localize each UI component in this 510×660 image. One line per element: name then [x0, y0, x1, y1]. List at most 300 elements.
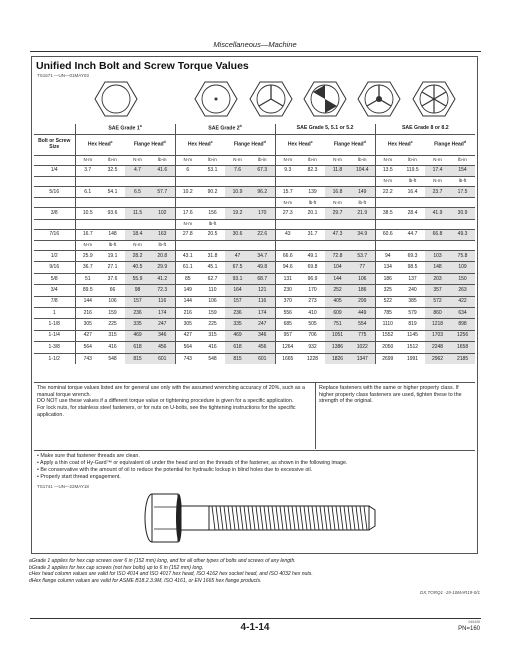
value-cell: 154	[450, 165, 475, 176]
value-cell: 815	[125, 353, 150, 364]
unit-empty	[125, 176, 150, 186]
value-cell: 1658	[450, 342, 475, 353]
grade-header: SAE Grade 8 or 8.2	[375, 124, 475, 134]
value-cell: 49.8	[250, 262, 275, 273]
unit-empty	[350, 219, 375, 229]
value-cell: 17.5	[450, 186, 475, 197]
value-cell: 2699	[375, 353, 400, 364]
value-cell: 66	[100, 285, 125, 296]
value-cell: 159	[200, 308, 225, 319]
value-cell: 139	[300, 186, 325, 197]
unit-empty	[375, 241, 400, 251]
table-row	[34, 342, 475, 353]
value-cell: 230	[275, 285, 300, 296]
value-cell: 49.1	[300, 251, 325, 262]
value-cell: 96.2	[250, 186, 275, 197]
value-cell: 385	[400, 296, 425, 307]
grade-header-row	[34, 124, 475, 134]
value-cell: 55.9	[125, 273, 150, 284]
unit-label: N·m	[175, 219, 200, 229]
value-cell: 7.6	[225, 165, 250, 176]
bullet-list	[34, 450, 475, 481]
size-cell: 3/4	[34, 285, 75, 296]
value-cell: 43.1	[175, 251, 200, 262]
value-cell: 10.5	[75, 208, 100, 219]
unit-empty	[450, 219, 475, 229]
value-cell: 1347	[350, 353, 375, 364]
unit-label: N·m	[375, 155, 400, 165]
value-cell: 315	[100, 330, 125, 341]
unit-label: N·m	[75, 155, 100, 165]
footnote: dHex flange column values are valid for ASME B18.2.3.9M, ISO 4161, or EN 1665 hex flange products.	[29, 577, 262, 584]
value-cell: 20.8	[150, 251, 175, 262]
unit-empty	[275, 219, 300, 229]
unit-label: N·m	[125, 241, 150, 251]
value-cell: 98.5	[400, 262, 425, 273]
value-cell: 69.3	[400, 251, 425, 262]
value-cell: 27.1	[100, 262, 125, 273]
value-cell: 30.6	[225, 229, 250, 240]
value-cell: 69.8	[300, 262, 325, 273]
value-cell: 157	[125, 296, 150, 307]
grade-header: SAE Grade 1$^a$	[75, 124, 175, 134]
value-cell: 110	[200, 285, 225, 296]
note-line: DO NOT use these values if a different torque value or tightening procedure is given for a specific application.	[37, 398, 294, 405]
value-cell: 109	[450, 262, 475, 273]
value-cell: 66.6	[275, 251, 300, 262]
corner-cell	[34, 124, 75, 134]
unit-empty	[250, 176, 275, 186]
value-cell: 186	[350, 285, 375, 296]
value-cell: 601	[250, 353, 275, 364]
value-cell: 579	[400, 308, 425, 319]
value-cell: 89.5	[75, 285, 100, 296]
value-cell: 522	[375, 296, 400, 307]
footer-pn: PN=160	[458, 626, 480, 632]
unit-empty	[250, 241, 275, 251]
value-cell: 346	[250, 330, 275, 341]
unit-empty	[425, 198, 450, 208]
value-cell: 618	[125, 342, 150, 353]
unit-empty	[400, 198, 425, 208]
value-cell: 1110	[375, 319, 400, 330]
value-cell: 47.3	[325, 229, 350, 240]
value-cell: 410	[300, 308, 325, 319]
value-cell: 116	[250, 296, 275, 307]
value-cell: 67.5	[225, 262, 250, 273]
page-title: Unified Inch Bolt and Screw Torque Values	[36, 60, 249, 72]
value-cell: 685	[275, 319, 300, 330]
grade-2-head-icon	[194, 79, 238, 119]
value-cell: 10.2	[175, 186, 200, 197]
title-code: TS1671 —UN—01MAY03	[37, 73, 89, 78]
value-cell: 247	[250, 319, 275, 330]
value-cell: 174	[150, 308, 175, 319]
unit-empty	[125, 219, 150, 229]
oiled-bolt-illustration	[132, 489, 382, 547]
grade-8-head-icon	[412, 79, 456, 119]
value-cell: 157	[225, 296, 250, 307]
unit-empty	[300, 241, 325, 251]
footnote: bGrade 2 applies for hex cap screws (not hex bolts) up to 6 in (152 mm) long.	[29, 564, 204, 571]
value-cell: 53.1	[200, 165, 225, 176]
value-cell: 51	[75, 273, 100, 284]
bullet-item: • Apply a thin coat of Hy-Gard™ or equivalent oil under the head and on the threads of the fastener, as shown in the following image.	[37, 459, 348, 466]
bullet-item: • Properly start thread engagement.	[37, 473, 121, 480]
unit-empty	[225, 198, 250, 208]
value-cell: 94	[375, 251, 400, 262]
unit-label: N·m	[425, 155, 450, 165]
value-cell: 134	[375, 262, 400, 273]
unit-empty	[150, 198, 175, 208]
value-cell: 6.5	[125, 186, 150, 197]
value-cell: 72.3	[150, 285, 175, 296]
value-cell: 572	[425, 296, 450, 307]
notes-divider	[315, 383, 316, 449]
unit-label: lb-in	[350, 155, 375, 165]
value-cell: 548	[100, 353, 125, 364]
unit-empty	[250, 198, 275, 208]
unit-empty	[425, 219, 450, 229]
value-cell: 422	[450, 296, 475, 307]
value-cell: 1703	[425, 330, 450, 341]
value-cell: 159	[100, 308, 125, 319]
value-cell: 416	[200, 342, 225, 353]
value-cell: 16.8	[325, 186, 350, 197]
value-cell: 1512	[400, 342, 425, 353]
value-cell: 16.7	[75, 229, 100, 240]
value-cell: 1552	[375, 330, 400, 341]
unit-empty	[375, 219, 400, 229]
value-cell: 53.7	[350, 251, 375, 262]
note-line: The nominal torque values listed are for general use only with the assumed wrenching accuracy of 20%, such as a manual torque wrench.	[37, 385, 305, 398]
unit-empty	[225, 219, 250, 229]
unit-label: lb-ft	[300, 198, 325, 208]
value-cell: 19.2	[225, 208, 250, 219]
value-cell: 299	[350, 296, 375, 307]
value-cell: 263	[450, 285, 475, 296]
value-cell: 119.5	[400, 165, 425, 176]
table-row	[34, 208, 475, 219]
value-cell: 932	[300, 342, 325, 353]
unit-empty	[200, 198, 225, 208]
unit-label: N·m	[275, 155, 300, 165]
value-cell: 32.5	[100, 165, 125, 176]
value-cell: 357	[425, 285, 450, 296]
value-cell: 1228	[300, 353, 325, 364]
value-cell: 601	[150, 353, 175, 364]
table-row	[34, 319, 475, 330]
value-cell: 216	[75, 308, 100, 319]
table-row	[34, 262, 475, 273]
unit-empty	[75, 176, 100, 186]
value-cell: 93.6	[100, 208, 125, 219]
value-cell: 20.5	[200, 229, 225, 240]
value-cell: 618	[225, 342, 250, 353]
value-cell: 556	[275, 308, 300, 319]
value-cell: 898	[450, 319, 475, 330]
unit-empty	[75, 219, 100, 229]
value-cell: 49.3	[450, 229, 475, 240]
value-cell: 405	[325, 296, 350, 307]
size-cell: 1-1/4	[34, 330, 75, 341]
value-cell: 449	[350, 308, 375, 319]
value-cell: 416	[100, 342, 125, 353]
value-cell: 67.3	[250, 165, 275, 176]
unit-empty	[150, 176, 175, 186]
table-row	[34, 296, 475, 307]
unit-row	[34, 198, 475, 208]
value-cell: 116	[150, 296, 175, 307]
unit-empty	[425, 241, 450, 251]
value-cell: 3.7	[75, 165, 100, 176]
value-cell: 325	[375, 285, 400, 296]
unit-empty	[225, 241, 250, 251]
unit-empty	[275, 241, 300, 251]
value-cell: 102	[150, 208, 175, 219]
value-cell: 634	[450, 308, 475, 319]
unit-empty	[250, 219, 275, 229]
table-row	[34, 308, 475, 319]
grade-5-1-head-icon	[303, 79, 347, 119]
unit-label: N·m	[75, 241, 100, 251]
unit-empty	[450, 198, 475, 208]
unit-label: N·m	[375, 176, 400, 186]
unit-empty	[325, 176, 350, 186]
table-row	[34, 165, 475, 176]
value-cell: 16.4	[400, 186, 425, 197]
value-cell: 2185	[450, 353, 475, 364]
size-cell: 5/16	[34, 186, 75, 197]
unit-empty	[100, 198, 125, 208]
grade-5-head-icon	[249, 79, 293, 119]
value-cell: 305	[175, 319, 200, 330]
value-cell: 335	[225, 319, 250, 330]
unit-row	[34, 176, 475, 186]
value-cell: 41.2	[150, 273, 175, 284]
flange-head-header: Flange Head$^d$	[125, 134, 175, 155]
value-cell: 469	[125, 330, 150, 341]
value-cell: 66.8	[425, 229, 450, 240]
value-cell: 72.8	[325, 251, 350, 262]
size-cell: 1/2	[34, 251, 75, 262]
footnote-code: DX,TORQ1 -19-10MAR19-0/1	[420, 590, 480, 595]
value-cell: 370	[275, 296, 300, 307]
value-cell: 57.7	[150, 186, 175, 197]
unit-row	[34, 219, 475, 229]
value-cell: 456	[150, 342, 175, 353]
unit-empty	[450, 241, 475, 251]
table-row	[34, 186, 475, 197]
value-cell: 743	[175, 353, 200, 364]
value-cell: 62.7	[200, 273, 225, 284]
unit-empty	[125, 198, 150, 208]
unit-empty	[400, 241, 425, 251]
value-cell: 6	[175, 165, 200, 176]
value-cell: 45.1	[200, 262, 225, 273]
unit-empty	[325, 219, 350, 229]
value-cell: 860	[425, 308, 450, 319]
value-cell: 27.3	[275, 208, 300, 219]
value-cell: 131	[275, 273, 300, 284]
value-cell: 121	[250, 285, 275, 296]
unit-empty	[225, 176, 250, 186]
value-cell: 96.9	[300, 273, 325, 284]
unit-spacer	[34, 155, 75, 165]
value-cell: 427	[75, 330, 100, 341]
hex-head-header: Hex Head$^c$	[75, 134, 125, 155]
unit-label: lb-in	[300, 155, 325, 165]
value-cell: 82.3	[300, 165, 325, 176]
value-cell: 98	[125, 285, 150, 296]
table-row	[34, 330, 475, 341]
footer-rule	[30, 618, 481, 619]
unit-empty	[200, 176, 225, 186]
value-cell: 148	[425, 262, 450, 273]
footnote: cHex head column values are valid for ISO 4014 and ISO 4017 hex head, ISO 4162 hex socket head, and ISO 4032 hex nuts.	[29, 571, 313, 578]
unit-label: lb-in	[250, 155, 275, 165]
value-cell: 23.7	[425, 186, 450, 197]
value-cell: 225	[200, 319, 225, 330]
value-cell: 41.9	[425, 208, 450, 219]
grade-header: SAE Grade 2$^b$	[175, 124, 275, 134]
bolt-head-markings	[32, 79, 479, 122]
value-cell: 564	[175, 342, 200, 353]
unit-label: lb-ft	[350, 198, 375, 208]
value-cell: 1051	[325, 330, 350, 341]
value-cell: 148	[100, 229, 125, 240]
footnote: aGrade 1 applies for hex cap screws over 6 in (152 mm) long, and for all other types of bolts and screws of any length.	[29, 558, 296, 564]
value-cell: 144	[175, 296, 200, 307]
unit-empty	[275, 176, 300, 186]
value-cell: 11.8	[325, 165, 350, 176]
unit-label: lb-ft	[400, 176, 425, 186]
unit-spacer	[34, 176, 75, 186]
flange-head-header: Flange Head$^d$	[425, 134, 475, 155]
value-cell: 815	[225, 353, 250, 364]
value-cell: 1991	[400, 353, 425, 364]
value-cell: 106	[350, 273, 375, 284]
value-cell: 28.2	[125, 251, 150, 262]
unit-empty	[150, 219, 175, 229]
unit-label: N·m	[275, 198, 300, 208]
value-cell: 47	[225, 251, 250, 262]
unit-spacer	[34, 241, 75, 251]
table-row	[34, 273, 475, 284]
value-cell: 60.6	[375, 229, 400, 240]
hex-head-header: Hex Head$^c$	[175, 134, 225, 155]
value-cell: 13.5	[375, 165, 400, 176]
table-row	[34, 285, 475, 296]
value-cell: 1022	[350, 342, 375, 353]
value-cell: 103	[425, 251, 450, 262]
hex-head-header: Hex Head$^c$	[275, 134, 325, 155]
size-cell: 7/8	[34, 296, 75, 307]
value-cell: 225	[100, 319, 125, 330]
value-cell: 31.8	[200, 251, 225, 262]
size-cell: 7/16	[34, 229, 75, 240]
unit-label: N·m	[325, 198, 350, 208]
value-cell: 2962	[425, 353, 450, 364]
value-cell: 609	[325, 308, 350, 319]
value-cell: 25.9	[75, 251, 100, 262]
value-cell: 10.9	[225, 186, 250, 197]
value-cell: 34.9	[350, 229, 375, 240]
value-cell: 28.4	[400, 208, 425, 219]
unit-spacer	[34, 219, 75, 229]
value-cell: 40.5	[125, 262, 150, 273]
flange-head-header: Flange Head$^d$	[325, 134, 375, 155]
value-cell: 44.7	[400, 229, 425, 240]
unit-row	[34, 155, 475, 165]
bullet-item: • Make sure that fastener threads are clean.	[37, 453, 140, 459]
grade-5-2-head-icon	[357, 79, 401, 119]
unit-empty	[100, 219, 125, 229]
value-cell: 1218	[425, 319, 450, 330]
grade-1-head-icon	[94, 79, 138, 119]
value-cell: 751	[325, 319, 350, 330]
unit-label: lb-in	[100, 155, 125, 165]
value-cell: 203	[425, 273, 450, 284]
value-cell: 38.5	[375, 208, 400, 219]
value-cell: 22.6	[250, 229, 275, 240]
value-cell: 31.7	[300, 229, 325, 240]
unit-label: lb-ft	[450, 176, 475, 186]
unit-label: lb-in	[200, 155, 225, 165]
unit-row	[34, 241, 475, 251]
value-cell: 236	[125, 308, 150, 319]
value-cell: 2050	[375, 342, 400, 353]
value-cell: 427	[175, 330, 200, 341]
value-cell: 273	[300, 296, 325, 307]
value-cell: 335	[125, 319, 150, 330]
unit-empty	[175, 241, 200, 251]
flange-head-header: Flange Head$^d$	[225, 134, 275, 155]
value-cell: 819	[400, 319, 425, 330]
value-cell: 2248	[425, 342, 450, 353]
value-cell: 164	[225, 285, 250, 296]
value-cell: 90.2	[200, 186, 225, 197]
note-line: For lock nuts, for stainless steel fasteners, or for nuts on U-bolts, see the tightening instructions for the specific application.	[37, 405, 296, 418]
section-header: Miscellaneous—Machine	[213, 40, 297, 49]
value-cell: 36.7	[75, 262, 100, 273]
table-row	[34, 251, 475, 262]
unit-empty	[300, 219, 325, 229]
unit-label: lb-ft	[200, 219, 225, 229]
unit-label: N·m	[125, 155, 150, 165]
value-cell: 1665	[275, 353, 300, 364]
value-cell: 19.1	[100, 251, 125, 262]
unit-label: lb-in	[150, 155, 175, 165]
unit-label: lb-ft	[100, 241, 125, 251]
value-cell: 137	[400, 273, 425, 284]
value-cell: 106	[200, 296, 225, 307]
value-cell: 61.1	[175, 262, 200, 273]
value-cell: 174	[250, 308, 275, 319]
value-cell: 9.3	[275, 165, 300, 176]
value-cell: 1264	[275, 342, 300, 353]
value-cell: 15.7	[275, 186, 300, 197]
value-cell: 564	[75, 342, 100, 353]
value-cell: 85	[175, 273, 200, 284]
unit-label: lb-in	[400, 155, 425, 165]
value-cell: 706	[300, 330, 325, 341]
unit-label: N·m	[425, 176, 450, 186]
unit-empty	[200, 241, 225, 251]
usage-notes-left	[37, 385, 313, 419]
value-cell: 186	[375, 273, 400, 284]
value-cell: 11.5	[125, 208, 150, 219]
